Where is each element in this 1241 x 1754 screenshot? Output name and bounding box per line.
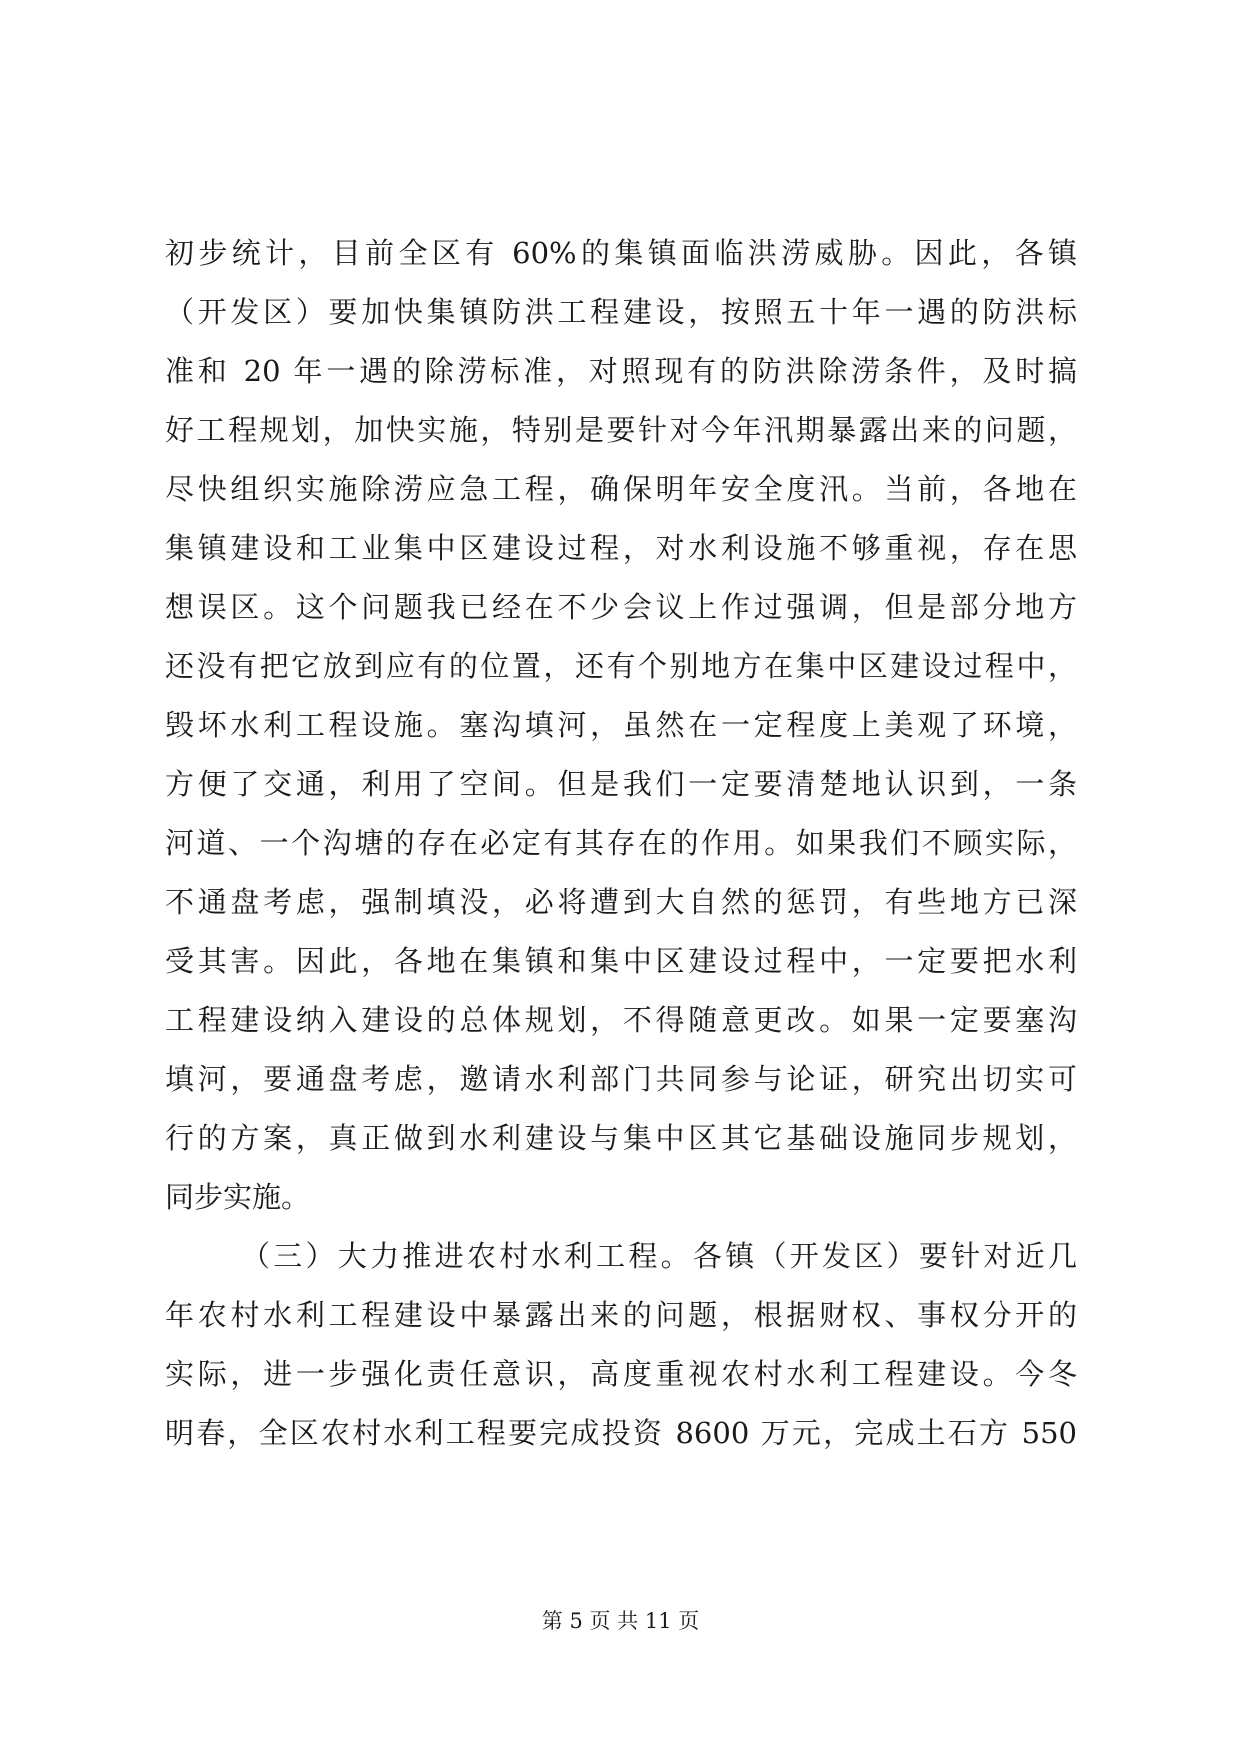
text-line: 集镇建设和工业集中区建设过程，对水利设施不够重视，存在思 [165,531,1077,565]
text-line: 年农村水利工程建设中暴露出来的问题，根据财权、事权分开的 [165,1298,1077,1332]
text-line: 同步实施。 [165,1180,311,1214]
text-line: 还没有把它放到应有的位置，还有个别地方在集中区建设过程中， [165,649,1077,683]
text-line: （开发区）要加快集镇防洪工程建设，按照五十年一遇的防洪标 [165,295,1077,329]
text-line: 方便了交通，利用了空间。但是我们一定要清楚地认识到，一条 [165,767,1077,801]
text-line: 工程建设纳入建设的总体规划，不得随意更改。如果一定要塞沟 [165,1003,1077,1037]
page-number-footer: 第 5 页 共 11 页 [541,1609,700,1633]
text-line: 填河，要通盘考虑，邀请水利部门共同参与论证，研究出切实可 [165,1062,1077,1096]
text-line: 受其害。因此，各地在集镇和集中区建设过程中，一定要把水利 [165,944,1077,978]
text-line: 河道、一个沟塘的存在必定有其存在的作用。如果我们不顾实际， [165,826,1077,860]
text-line: 想误区。这个问题我已经在不少会议上作过强调，但是部分地方 [165,590,1077,624]
text-line: 准和 20 年一遇的除涝标准，对照现有的防洪除涝条件，及时搞 [165,354,1077,388]
text-line: 不通盘考虑，强制填没，必将遭到大自然的惩罚，有些地方已深 [165,885,1077,919]
text-line: 毁坏水利工程设施。塞沟填河，虽然在一定程度上美观了环境， [165,708,1077,742]
text-line: 初步统计，目前全区有 60%的集镇面临洪涝威胁。因此，各镇 [165,236,1077,270]
text-line: （三）大力推进农村水利工程。各镇（开发区）要针对近几 [241,1239,1077,1273]
text-line: 实际，进一步强化责任意识，高度重视农村水利工程建设。今冬 [165,1357,1077,1391]
text-line: 尽快组织实施除涝应急工程，确保明年安全度汛。当前，各地在 [165,472,1077,506]
text-line: 行的方案，真正做到水利建设与集中区其它基础设施同步规划， [165,1121,1077,1155]
text-line: 明春，全区农村水利工程要完成投资 8600 万元，完成土石方 550 [165,1416,1077,1450]
text-line: 好工程规划，加快实施，特别是要针对今年汛期暴露出来的问题， [165,413,1077,447]
